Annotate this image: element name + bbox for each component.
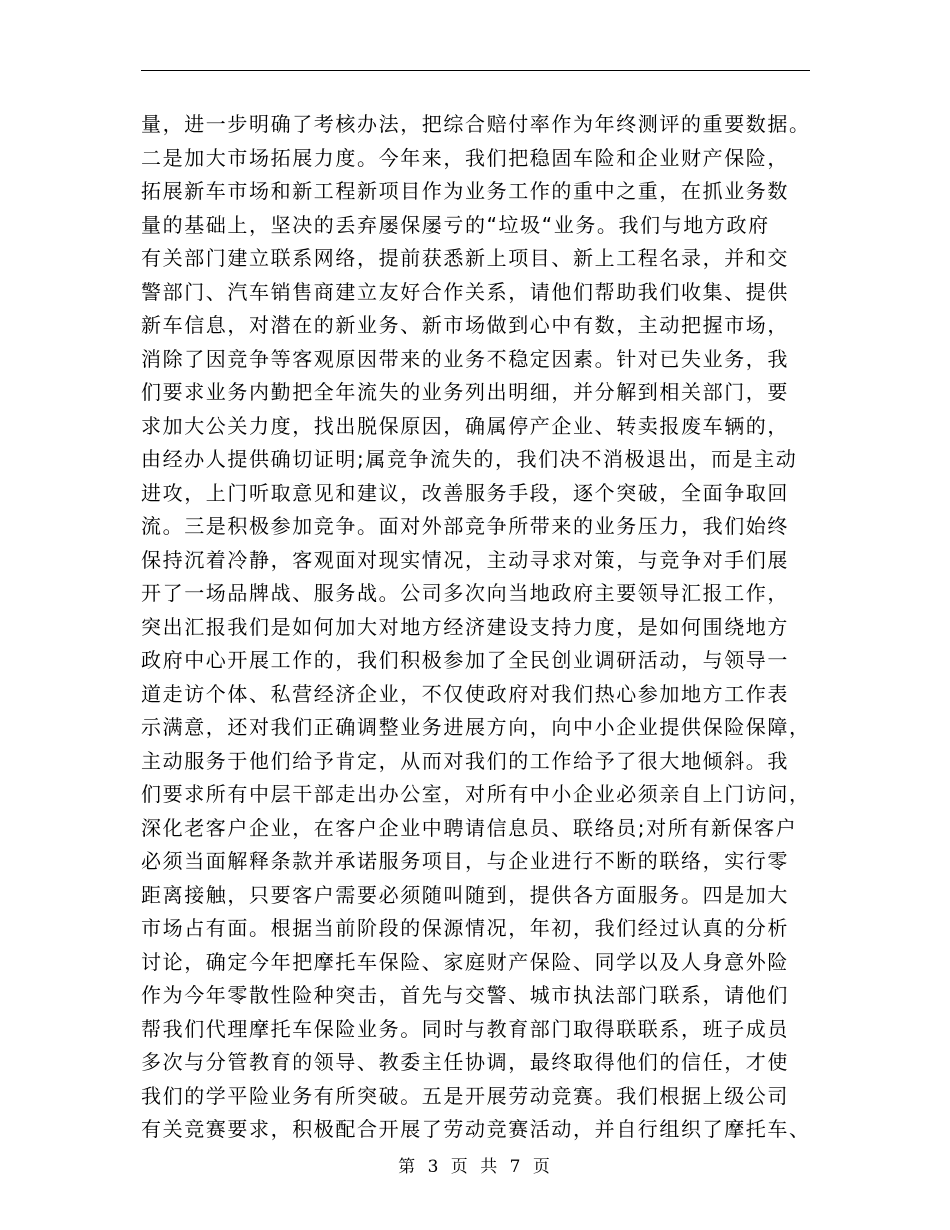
text-line: 量的基础上，坚决的丢弃屡保屡亏的“垃圾“业务。我们与地方政府: [141, 212, 770, 237]
text-line: 主动服务于他们给予肯定，从而对我们的工作给予了很大地倾斜。我: [141, 748, 789, 773]
text-line: 由经办人提供确切证明;属竞争流失的，我们决不消极退出，而是主动: [141, 447, 798, 471]
text-line: 作为今年零散性险种突击，首先与交警、城市执法部门联系，请他们: [141, 983, 789, 1007]
text-line: 讨论，确定今年把摩托车保险、家庭财产保险、同学以及人身意外险: [141, 949, 789, 974]
text-line: 政府中心开展工作的，我们积极参加了全民创业调研活动，与领导一: [141, 648, 789, 672]
text-line: 突出汇报我们是如何加大对地方经济建设支持力度，是如何围绕地方: [141, 614, 789, 639]
text-line: 新车信息，对潜在的新业务、新市场做到心中有数，主动把握市场，: [141, 313, 789, 337]
text-line: 有关竞赛要求，积极配合开展了劳动竞赛活动，并自行组织了摩托车、: [141, 1117, 811, 1141]
page-number: 第 3 页 共 7 页: [398, 1157, 552, 1177]
text-line: 二是加大市场拓展力度。今年来，我们把稳固车险和企业财产保险，: [141, 145, 789, 170]
header-rule: [141, 70, 810, 71]
text-line: 们要求业务内勤把全年流失的业务列出明细，并分解到相关部门，要: [141, 380, 789, 404]
text-line: 帮我们代理摩托车保险业务。同时与教育部门取得联联系，班子成员: [141, 1016, 789, 1041]
text-line: 多次与分管教育的领导、教委主任协调，最终取得他们的信任，才使: [141, 1050, 789, 1074]
text-line: 距离接触，只要客户需要必须随叫随到，提供各方面服务。四是加大: [141, 882, 789, 907]
text-line: 们要求所有中层干部走出办公室，对所有中小企业必须亲自上门访问，: [141, 782, 811, 806]
text-line: 道走访个体、私营经济企业，不仅使政府对我们热心参加地方工作表: [141, 681, 789, 706]
text-line: 流。三是积极参加竞争。面对外部竞争所带来的业务压力，我们始终: [141, 514, 789, 538]
text-line: 消除了因竞争等客观原因带来的业务不稳定因素。针对已失业务，我: [141, 346, 789, 371]
text-line: 求加大公关力度，找出脱保原因，确属停产企业、转卖报废车辆的，: [141, 413, 789, 438]
text-line: 有关部门建立联系网络，提前获悉新上项目、新上工程名录，并和交: [141, 246, 789, 270]
text-line: 我们的学平险业务有所突破。五是开展劳动竞赛。我们根据上级公司: [141, 1083, 789, 1108]
text-line: 必须当面解释条款并承诺服务项目，与企业进行不断的联络，实行零: [141, 849, 789, 873]
text-line: 拓展新车市场和新工程新项目作为业务工作的重中之重，在抓业务数: [141, 179, 789, 203]
text-line: 保持沉着冷静，客观面对现实情况，主动寻求对策，与竞争对手们展: [141, 547, 789, 572]
text-line: 深化老客户企业，在客户企业中聘请信息员、联络员;对所有新保客户: [141, 815, 798, 840]
text-line: 量，进一步明确了考核办法，把综合赔付率作为年终测评的重要数据。: [141, 112, 811, 136]
text-line: 警部门、汽车销售商建立友好合作关系，请他们帮助我们收集、提供: [141, 279, 789, 304]
text-line: 市场占有面。根据当前阶段的保源情况，年初，我们经过认真的分析: [141, 916, 789, 940]
document-body: [141, 108, 821, 1147]
text-line: 示满意，还对我们正确调整业务进展方向，向中小企业提供保险保障，: [141, 715, 811, 739]
text-line: 开了一场品牌战、服务战。公司多次向当地政府主要领导汇报工作，: [141, 581, 789, 605]
text-line: 进攻，上门听取意见和建议，改善服务手段，逐个突破，全面争取回: [141, 480, 789, 505]
